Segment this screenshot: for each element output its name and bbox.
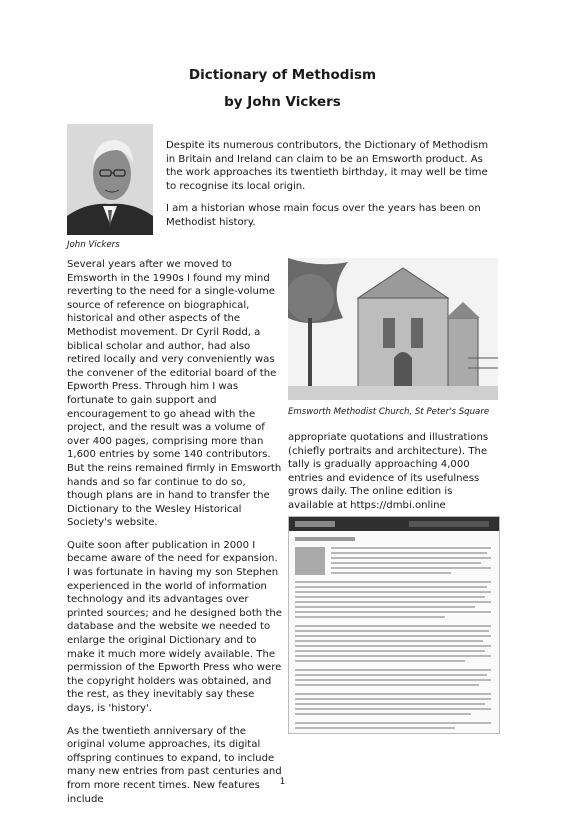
church-photo — [288, 258, 498, 400]
page-number: 1 — [279, 777, 286, 787]
website-screenshot — [288, 516, 500, 734]
intro-text — [166, 139, 496, 239]
right-column — [288, 431, 500, 522]
left-column — [67, 258, 282, 815]
left-paragraph-2: Quite soon after publication in 2000 I became aware of the need for expansion. I was fortunate in having my son Stephen experienced in the world of information technology and its advantages over printed sources; and he designed both the database and the website we needed to enlarge the original Dictionary and to make it much more widely available. The permission of the Epworth Press who were the copyright holders was obtained, and the rest, as they inevitably say these days, is 'history'. — [67, 539, 282, 714]
document-byline: by John Vickers — [224, 94, 341, 110]
intro-paragraph-1: Despite its numerous contributors, the Dictionary of Methodism in Britain and Ireland can claim to be an Emsworth product. As the work approaches its twentieth birthday, it may well be time to recognise its local origin. — [166, 140, 489, 192]
left-paragraph-1: Several years after we moved to Emsworth in the 1990s I found my mind reverting to the need for a single-volume source of reference on biographical, historical and other aspects of the Methodist movement. Dr Cyril Rodd, a biblical scholar and author, had also retired locally and very conveniently was the convener of the editorial board of the Epworth Press. Through him I was fortunate to gain support and encouragement to go ahead with the project, and the result was a volume of over 400 pages, comprising more than 1,600 entries by some 140 contributors. But the reins remained firmly in Emsworth hands and so far continue to do so, though plans are in hand to transfer the Dictionary to the Wesley Historical Society's website. — [67, 259, 282, 529]
portrait-caption: John Vickers — [67, 240, 120, 250]
document-title: Dictionary of Methodism — [188, 67, 377, 83]
left-paragraph-3: As the twentieth anniversary of the original volume approaches, its digital offspring continues to expand, to include many new entries from past centuries and from more recent times. New features include — [67, 725, 282, 805]
intro-paragraph-2: I am a historian whose main focus over the years has been on Methodist history. — [166, 203, 481, 228]
right-paragraph-1: appropriate quotations and illustrations (chiefly portraits and architecture). The tally is gradually approaching 4,000 entries and evidence of its usefulness grows daily. The online edition is available at https://dmbi.online — [288, 432, 489, 511]
church-caption: Emsworth Methodist Church, St Peter's Square — [288, 407, 490, 417]
portrait-photo — [67, 124, 153, 235]
